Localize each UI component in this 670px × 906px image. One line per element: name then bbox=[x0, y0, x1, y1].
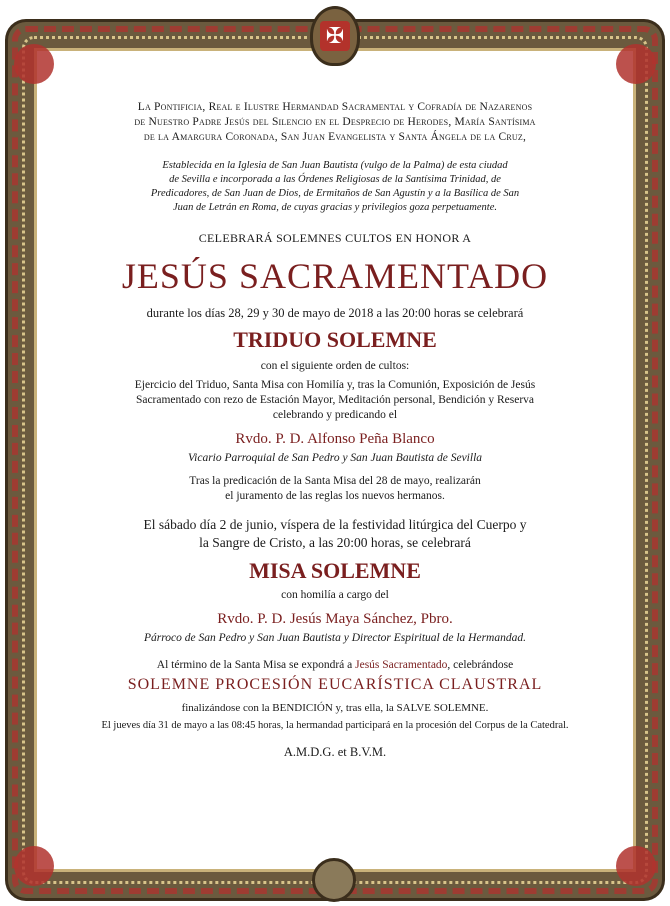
corpus-note: El jueves día 31 de mayo a las 08:45 horas, la hermandad participará en la procesión del Corpus de la Catedral. bbox=[101, 720, 569, 731]
maltese-cross-icon: ✠ bbox=[310, 6, 360, 66]
preacher-name: Rvdo. P. D. Alfonso Peña Blanco bbox=[235, 431, 435, 447]
celebrant-role: Párroco de San Pedro y San Juan Bautista y Director Espiritual de la Hermandad. bbox=[143, 632, 526, 644]
establishment-text: Establecida en la Iglesia de San Juan Bautista (vulgo de la Palma) de esta ciudad de Sevilla e incorporada a las Órdenes Religiosas de la Santísima Trinidad, de Predicadores, de San Juan de Dios, de Ermitaños de San Agustín y a la Basílica de San Juan de Letrán en Roma, de cuyas gracias y privilegios goza perpetuamente. bbox=[150, 160, 520, 213]
order-of-worship: Ejercicio del Triduo, Santa Misa con Homilía y, tras la Comunión, Exposición de Jesús Sacramentado con rezo de Estación Mayor, Meditación personal, Bendición y Reserva celebrando y predicando el bbox=[134, 379, 536, 421]
motto: A.M.D.G. et B.V.M. bbox=[283, 745, 387, 759]
closing-note: finalizándose con la BENDICIÓN y, tras ella, la SALVE SOLEMNE. bbox=[181, 702, 489, 714]
oath-note: Tras la predicación de la Santa Misa del 28 de mayo, realizarán el juramento de las reglas los nuevos hermanos. bbox=[189, 475, 481, 502]
misa-heading: MISA SOLEMNE bbox=[249, 558, 421, 583]
procession-heading: SOLEMNE PROCESIÓN EUCARÍSTICA CLAUSTRAL bbox=[127, 676, 543, 693]
corner-ornament bbox=[616, 44, 656, 84]
document-body bbox=[60, 100, 610, 760]
main-title: JESÚS SACRAMENTADO bbox=[121, 256, 549, 296]
celebrant-name: Rvdo. P. D. Jesús Maya Sánchez, Pbro. bbox=[217, 611, 453, 627]
corner-ornament bbox=[616, 846, 656, 886]
exposition-note: Al término de la Santa Misa se expondrá a Jesús Sacramentado, celebrándose bbox=[156, 659, 514, 671]
brotherhood-name: La Pontificia, Real e Ilustre Hermandad Sacramental y Cofradía de Nazarenos de Nuestro Padre Jesús del Silencio en el Desprecio de Herodes, María Santísima de la Amargura Coronada, San Juan Evangelista y Santa Ángela de la Cruz, bbox=[134, 101, 536, 143]
saturday-note: El sábado día 2 de junio, víspera de la festividad litúrgica del Cuerpo y la Sangre de Cristo, a las 20:00 horas, se celebrará bbox=[143, 517, 527, 550]
homily-intro: con homilía a cargo del bbox=[281, 589, 389, 601]
preacher-role: Vicario Parroquial de San Pedro y San Juan Bautista de Sevilla bbox=[187, 452, 483, 464]
seal-icon bbox=[312, 858, 356, 902]
triduo-dates: durante los días 28, 29 y 30 de mayo de 2018 a las 20:00 horas se celebrará bbox=[146, 306, 524, 320]
triduo-heading: TRIDUO SOLEMNE bbox=[233, 327, 437, 352]
corner-ornament bbox=[14, 846, 54, 886]
corner-ornament bbox=[14, 44, 54, 84]
order-intro: con el siguiente orden de cultos: bbox=[260, 360, 410, 372]
announcement: CELEBRARÁ SOLEMNES CULTOS EN HONOR A bbox=[198, 231, 472, 245]
